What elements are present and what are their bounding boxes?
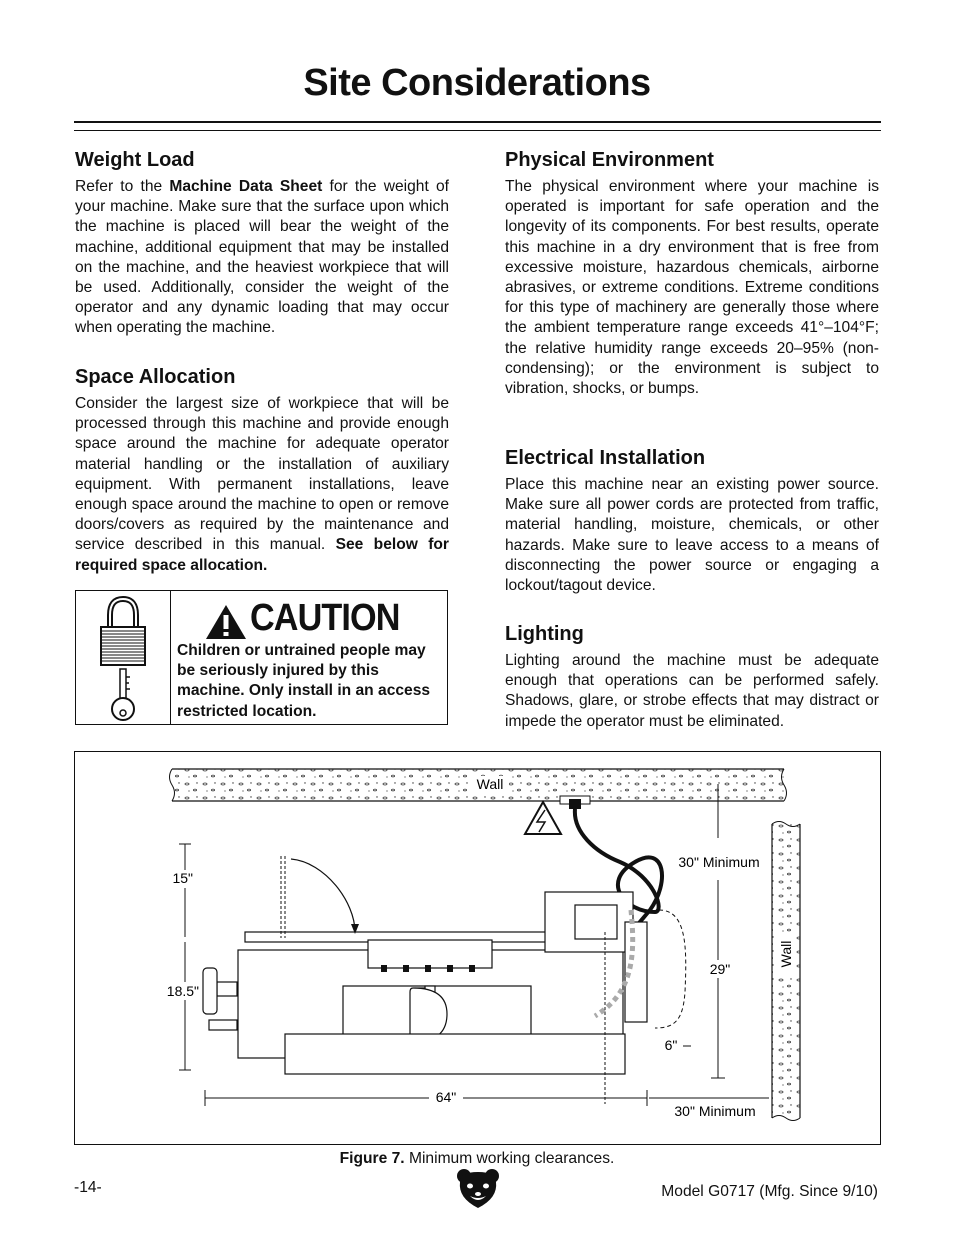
space-allocation-heading: Space Allocation	[75, 366, 236, 388]
lighting-heading: Lighting	[505, 623, 584, 645]
physical-environment-text: The physical environment where your machine is operated is important for safe operation and the longevity of its components. For best results, operate this machine in a dry environment that is free from excessive moisture, hazardous chemicals, airborne abrasives, or extreme conditions. Extreme conditions for this type of machinery are generally those where the ambient temperature range exceeds 41°–104°F; the relative humidity range exceeds 20–95% (non-condensing); or the environment is subject to vibration, shocks, or bumps.	[505, 178, 879, 398]
electrical-hazard-icon	[525, 802, 561, 834]
figure-caption: Figure 7. Minimum working clearances.	[339, 1150, 615, 1167]
physical-environment-section	[505, 149, 879, 399]
electrical-installation-heading: Electrical Installation	[505, 447, 706, 469]
back-clearance-dimension: 30" Minimum	[678, 854, 760, 870]
warning-triangle-icon	[204, 603, 248, 641]
clearance-diagram	[75, 752, 880, 1144]
title-rule-thin	[74, 130, 881, 131]
electrical-installation-section	[505, 447, 879, 596]
lighting-text: Lighting around the machine must be adequate enough that operations can be performed safely. Shadows, glare, or strobe effects that may distract or impede the operator must be eliminated.	[505, 652, 879, 730]
motor-depth-dimension: 29"	[709, 961, 731, 977]
door-swing-dimension: 15"	[172, 870, 193, 886]
model-number: Model G0717 (Mfg. Since 9/10)	[661, 1183, 878, 1200]
electrical-installation-text: Place this machine near an existing power source. Make sure all power cords are protected from traffic, material handling, moisture, chemicals, or other hazards. Make sure to leave access to a means of disconnecting the power source or engaging a lockout/tagout device.	[505, 476, 879, 595]
space-allocation-text: Consider the largest size of workpiece that will be processed through this machine and provide enough space around the machine for adequate operator material handling or the installation of auxiliary equipment. With permanent installations, leave enough space around the machine to open or remove doors/covers as required by the maintenance and service described in this manual. See below for required space allocation.	[75, 395, 449, 574]
lock-key-icon	[76, 591, 171, 724]
weight-load-section	[75, 149, 449, 339]
caution-box	[75, 590, 448, 725]
side-clearance-dimension: 30" Minimum	[674, 1103, 756, 1119]
top-wall-label: Wall	[476, 776, 504, 792]
right-wall-label: Wall	[778, 940, 794, 968]
page-title: Site Considerations	[303, 62, 651, 104]
weight-load-text: Refer to the Machine Data Sheet for the weight of your machine. Make sure that the surface upon which the machine is placed will bear the weight of the machine, additional equipment that may be installed on the machine, and the heaviest workpiece that will be used. Additionally, consider the weight of the operator and any dynamic loading that may occur when operating the machine.	[75, 178, 449, 337]
machine-outline	[203, 892, 647, 1074]
caution-text: Children or untrained people may be seriously injured by this machine. Only install in an access restricted location.	[177, 642, 431, 720]
title-rule-thick	[74, 121, 881, 123]
weight-load-heading: Weight Load	[75, 149, 195, 171]
page-number: -14-	[74, 1179, 102, 1196]
depth-dimension: 18.5"	[166, 983, 199, 999]
motor-offset-dimension: 6"	[664, 1037, 678, 1053]
physical-environment-heading: Physical Environment	[505, 149, 714, 171]
clearance-figure	[74, 751, 881, 1145]
caution-label: CAUTION	[250, 597, 400, 639]
length-dimension: 64"	[435, 1089, 457, 1105]
space-allocation-section	[75, 366, 449, 576]
lighting-section	[505, 623, 879, 732]
bear-logo-icon	[456, 1168, 500, 1215]
